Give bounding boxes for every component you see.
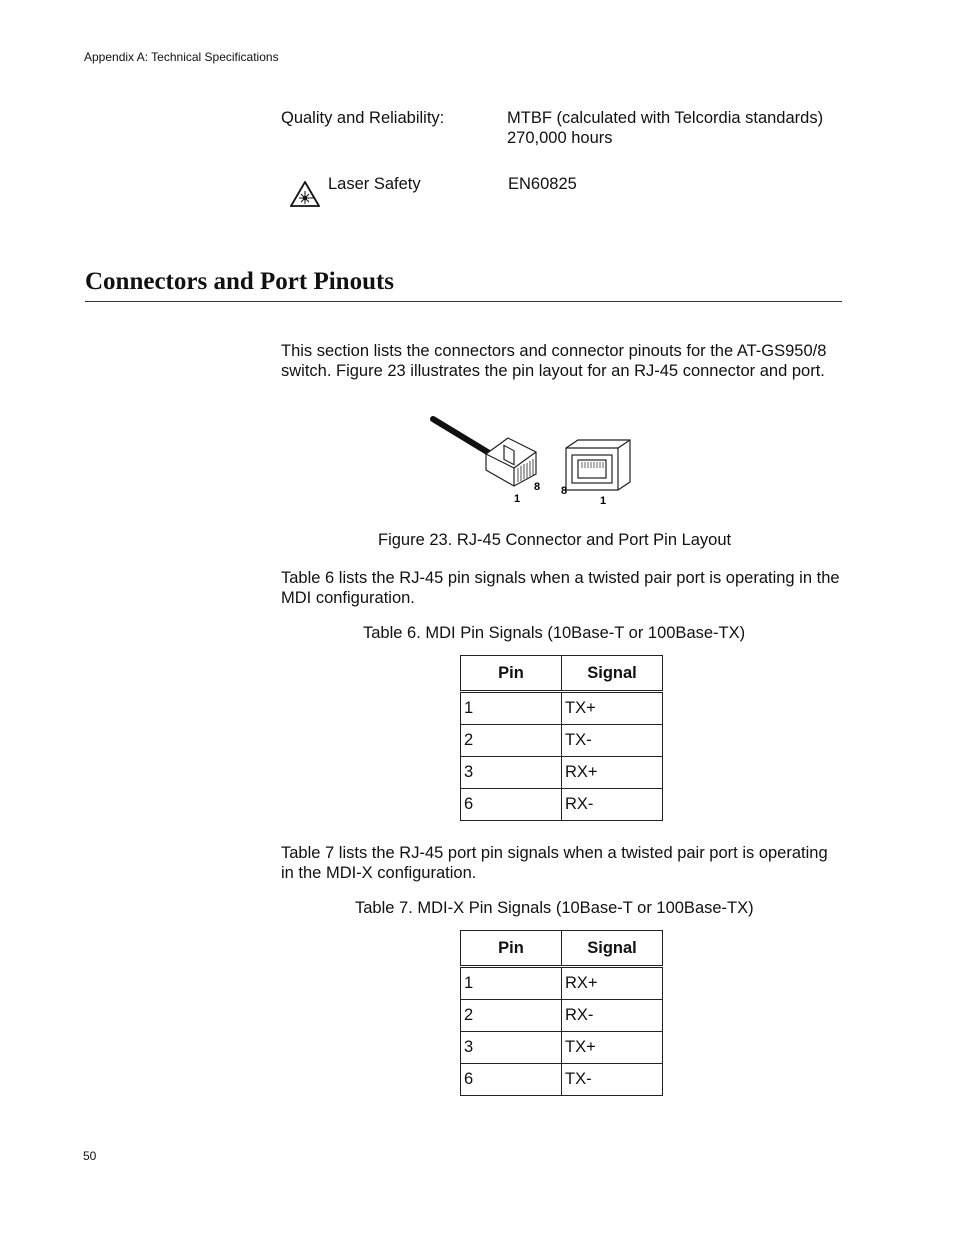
laser-safety-label: Laser Safety bbox=[328, 175, 421, 193]
plug-pin-label-8: 8 bbox=[534, 481, 541, 493]
signal-header: Signal bbox=[562, 931, 663, 967]
table-row bbox=[461, 967, 663, 1000]
rj45-figure bbox=[428, 412, 638, 512]
quality-label: Quality and Reliability: bbox=[281, 109, 445, 127]
pin-cell: 2 bbox=[461, 725, 562, 757]
signal-cell: RX- bbox=[562, 1000, 663, 1032]
signal-cell: TX- bbox=[562, 725, 663, 757]
signal-cell: RX- bbox=[562, 789, 663, 821]
table-row bbox=[461, 1064, 663, 1096]
port-pin-label-8: 8 bbox=[561, 485, 568, 497]
quality-value: MTBF (calculated with Telcordia standards) 270,000 hours bbox=[507, 109, 824, 147]
pin-cell: 3 bbox=[461, 1032, 562, 1064]
plug-pin-label-1: 1 bbox=[514, 493, 521, 505]
pin-cell: 1 bbox=[461, 692, 562, 725]
rj45-port bbox=[566, 440, 630, 490]
running-header: Appendix A: Technical Specifications bbox=[84, 50, 279, 64]
cable bbox=[433, 419, 494, 456]
rj45-plug bbox=[486, 438, 536, 486]
pin-cell: 1 bbox=[461, 967, 562, 1000]
table7-intro-paragraph: Table 7 lists the RJ-45 port pin signals when a twisted pair port is operating in the MDI-X configuration. bbox=[281, 844, 828, 882]
signal-cell: TX+ bbox=[562, 1032, 663, 1064]
laser-warning-icon bbox=[290, 181, 320, 207]
section-title: Connectors and Port Pinouts bbox=[85, 268, 395, 295]
mdix-pin-table bbox=[460, 930, 663, 1096]
signal-cell: RX+ bbox=[562, 757, 663, 789]
table6-title: Table 6. MDI Pin Signals (10Base-T or 100Base-TX) bbox=[363, 624, 746, 642]
figure-caption: Figure 23. RJ-45 Connector and Port Pin Layout bbox=[378, 531, 732, 549]
table-row bbox=[461, 725, 663, 757]
pin-header: Pin bbox=[461, 656, 562, 692]
table-row bbox=[461, 1000, 663, 1032]
table7-title: Table 7. MDI-X Pin Signals (10Base-T or 100Base-TX) bbox=[355, 899, 754, 917]
signal-cell: TX+ bbox=[562, 692, 663, 725]
signal-cell: TX- bbox=[562, 1064, 663, 1096]
intro-paragraph: This section lists the connectors and connector pinouts for the AT-GS950/8 switch. Figure 23 illustrates the pin layout for an RJ-45 connector and port. bbox=[281, 342, 827, 380]
port-pin-label-1: 1 bbox=[600, 495, 607, 507]
table-row bbox=[461, 1032, 663, 1064]
signal-cell: RX+ bbox=[562, 967, 663, 1000]
table-row bbox=[461, 692, 663, 725]
pin-header: Pin bbox=[461, 931, 562, 967]
table-row bbox=[461, 757, 663, 789]
laser-safety-value: EN60825 bbox=[508, 175, 577, 193]
section-divider bbox=[85, 301, 842, 302]
pin-cell: 2 bbox=[461, 1000, 562, 1032]
mdi-pin-table bbox=[460, 655, 663, 821]
pin-cell: 6 bbox=[461, 1064, 562, 1096]
pin-cell: 3 bbox=[461, 757, 562, 789]
table6-intro-paragraph: Table 6 lists the RJ-45 pin signals when a twisted pair port is operating in the MDI configuration. bbox=[281, 569, 840, 607]
table-row bbox=[461, 789, 663, 821]
pin-cell: 6 bbox=[461, 789, 562, 821]
page-number: 50 bbox=[83, 1149, 97, 1163]
signal-header: Signal bbox=[562, 656, 663, 692]
